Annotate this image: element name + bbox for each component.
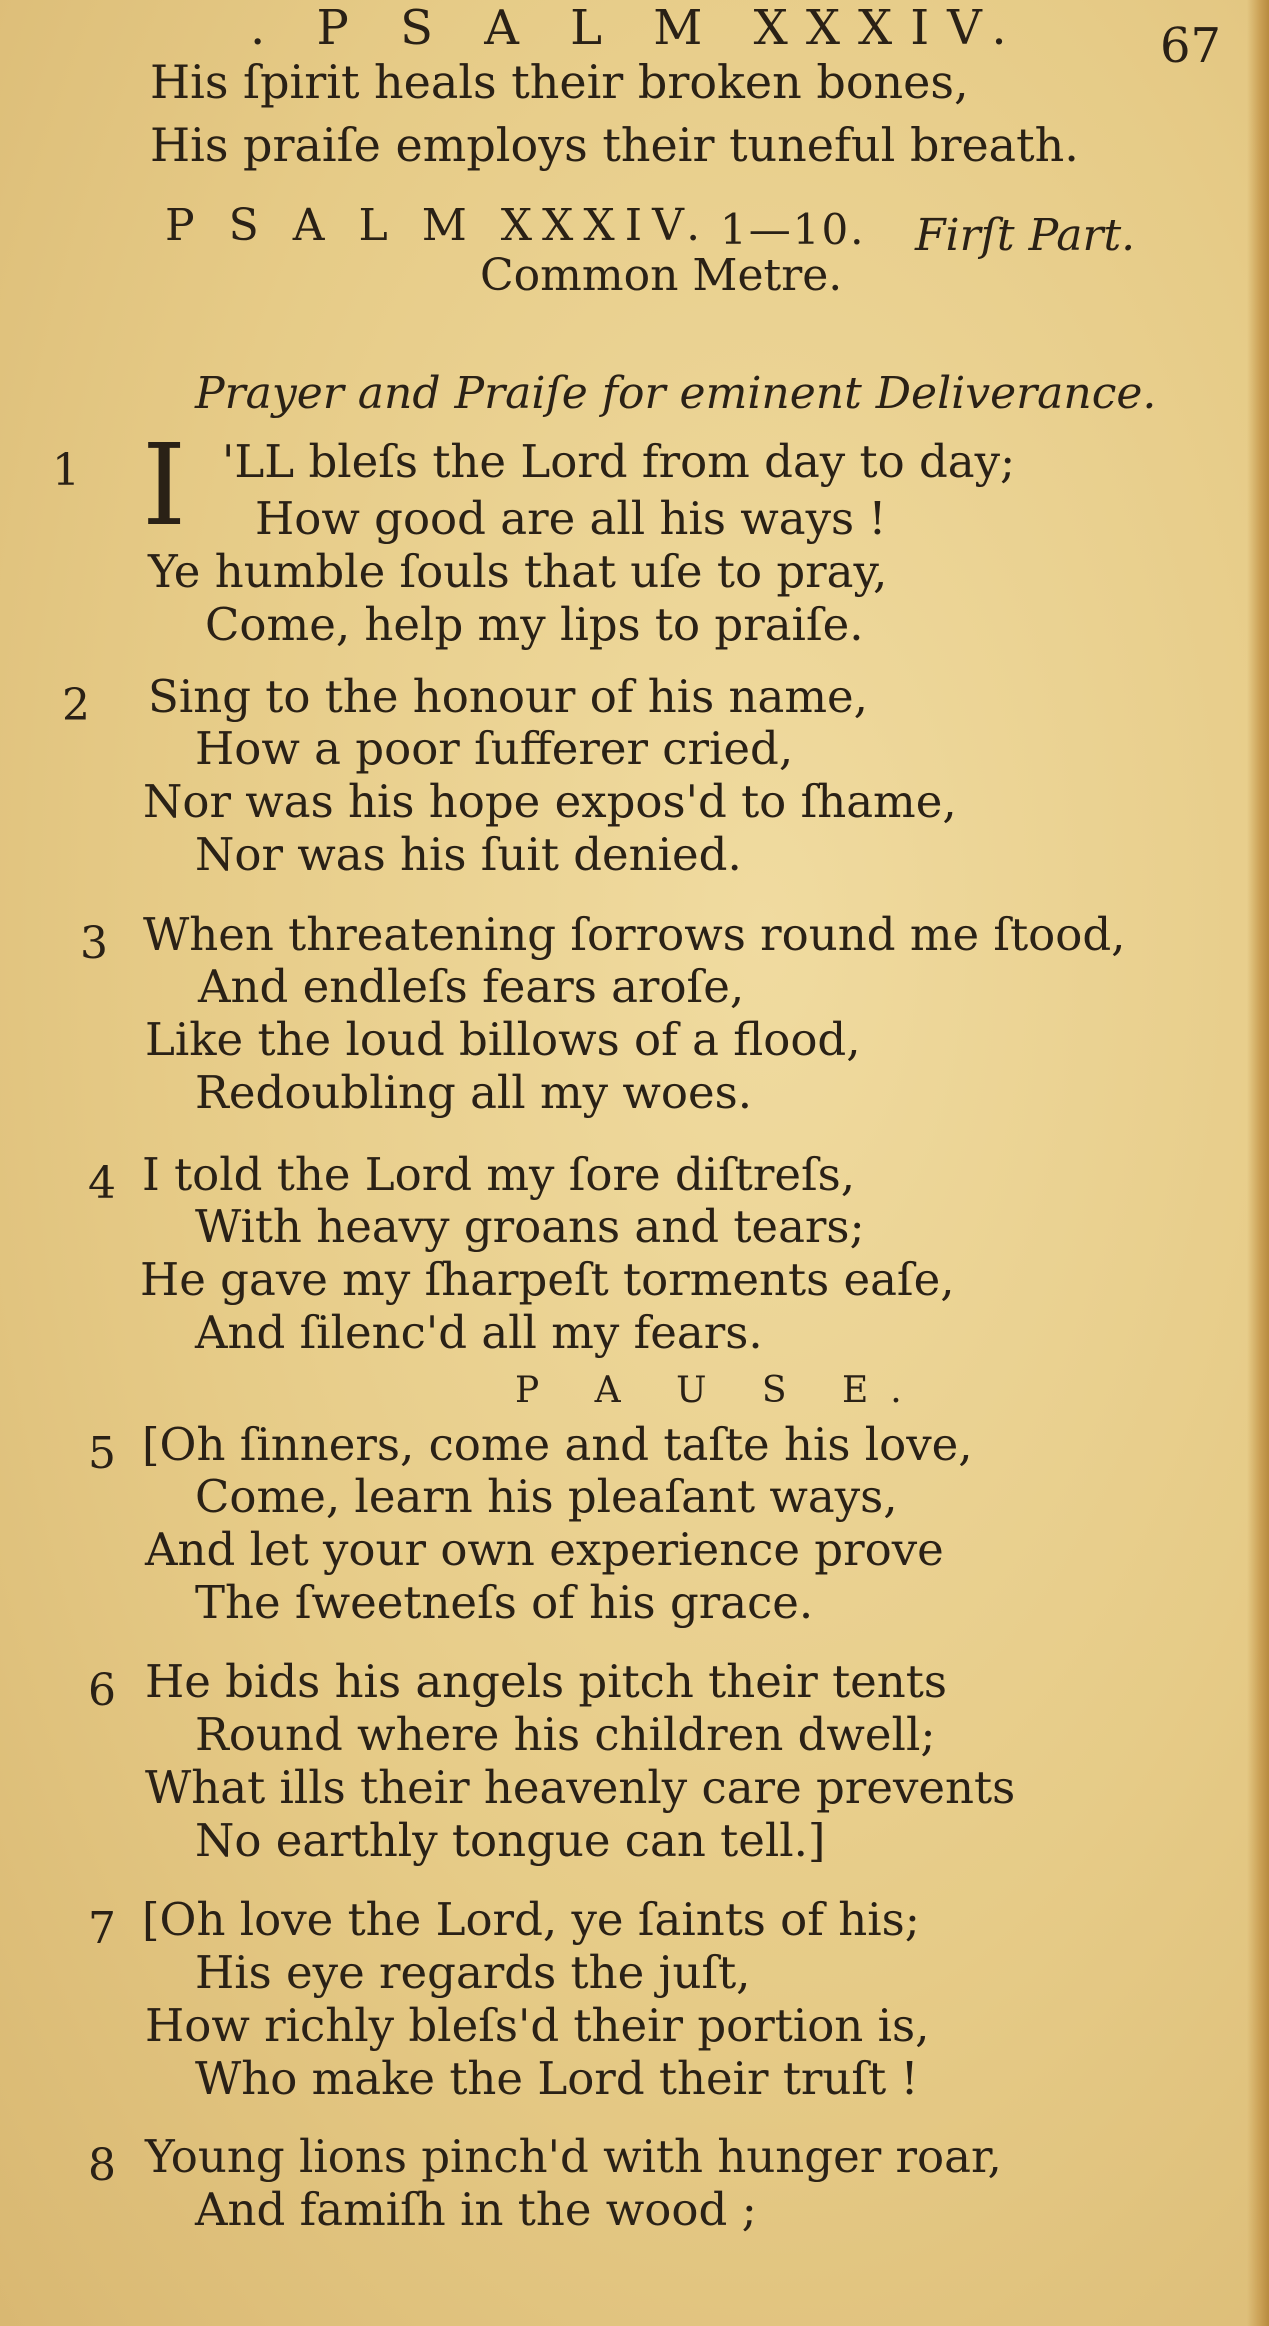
verse-line: Nor was his ſuit denied. [195, 828, 742, 881]
continuation-line: His ſpirit heals their broken bones, [150, 55, 969, 109]
running-head: . P S A L M XXXIV. [250, 0, 1025, 56]
verse-line: How richly bleſs'd their portion is, [145, 1999, 930, 2052]
verse-line: Come, help my lips to praiſe. [205, 598, 864, 651]
verse-line: And endleſs fears aroſe, [198, 960, 745, 1013]
verse-line: Young lions pinch'd with hunger roar, [145, 2130, 1002, 2183]
psalm-verse-range: 1—10. [720, 205, 866, 254]
verse-line: Round where his children dwell; [195, 1708, 936, 1761]
verse-line: He gave my ſharpeſt torments eaſe, [140, 1253, 955, 1306]
verse-line: And let your own experience prove [145, 1523, 944, 1576]
verse-line: With heavy groans and tears; [195, 1200, 865, 1253]
verse-line: His eye regards the juſt, [195, 1946, 751, 1999]
verse-line: No earthly tongue can tell.] [195, 1814, 826, 1867]
continuation-line: His praiſe employs their tuneful breath. [150, 118, 1079, 172]
verse-line: How a poor ſufferer cried, [195, 722, 794, 775]
drop-cap: I [142, 421, 187, 551]
psalm-subject: Prayer and Praiſe for eminent Deliverance. [195, 368, 1157, 419]
verse-line: Redoubling all my woes. [195, 1066, 753, 1119]
psalm-part: Firſt Part. [915, 210, 1136, 261]
stanza-number: 2 [62, 680, 90, 731]
stanza-number: 3 [80, 918, 108, 969]
verse-line: He bids his angels pitch their tents [145, 1655, 947, 1708]
verse-line: Like the loud billows of a flood, [145, 1013, 861, 1066]
verse-line: Nor was his hope expos'd to ſhame, [143, 775, 957, 828]
verse-line: How good are all his ways ! [255, 492, 887, 545]
verse-line: What ills their heavenly care prevents [145, 1761, 1016, 1814]
verse-line: 'LL bleſs the Lord from day to day; [222, 435, 1016, 488]
verse-line: When threatening ſorrows round me ſtood, [143, 908, 1126, 961]
page-number: 67 [1160, 18, 1222, 74]
page-edge-shadow [1247, 0, 1269, 2326]
verse-line: [Oh love the Lord, ye ſaints of his; [142, 1893, 920, 1946]
psalm-title: P S A L M XXXIV. [165, 200, 711, 251]
stanza-number: 6 [88, 1665, 116, 1716]
verse-line: And famiſh in the wood ; [195, 2183, 757, 2236]
verse-line: Sing to the honour of his name, [148, 670, 868, 723]
stanza-number: 1 [52, 445, 80, 496]
stanza-number: 5 [88, 1428, 116, 1479]
verse-line: [Oh ſinners, come and taſte his love, [142, 1418, 973, 1471]
verse-line: Ye humble ſouls that uſe to pray, [148, 545, 888, 598]
metre-label: Common Metre. [480, 250, 843, 301]
stanza-number: 8 [88, 2140, 116, 2191]
stanza-number: 7 [88, 1903, 116, 1954]
verse-line: And ſilenc'd all my fears. [195, 1306, 763, 1359]
verse-line: Who make the Lord their truſt ! [195, 2052, 919, 2105]
verse-line: The ſweetneſs of his grace. [195, 1576, 814, 1629]
verse-line: I told the Lord my ſore diſtreſs, [142, 1148, 856, 1201]
stanza-number: 4 [88, 1158, 116, 1209]
pause-marker: P A U S E. [515, 1370, 924, 1411]
verse-line: Come, learn his pleaſant ways, [195, 1470, 898, 1523]
